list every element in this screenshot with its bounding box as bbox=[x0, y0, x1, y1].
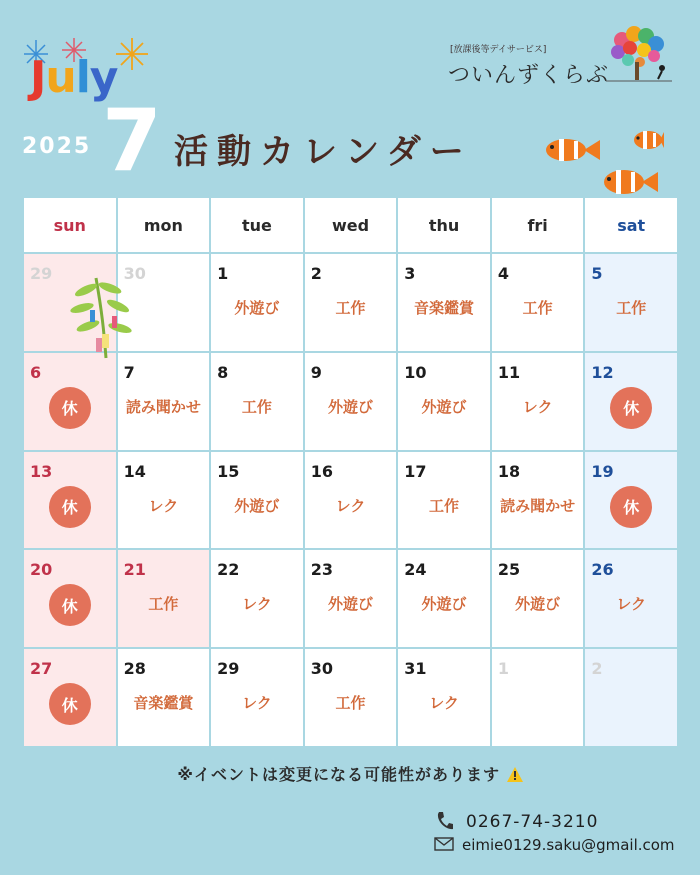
calendar-day-cell bbox=[585, 254, 677, 351]
day-number: 20 bbox=[30, 560, 53, 580]
activity-label: 工作 bbox=[335, 694, 366, 713]
day-number: 27 bbox=[30, 659, 53, 679]
calendar-day-cell bbox=[305, 649, 397, 746]
day-number: 31 bbox=[404, 659, 427, 679]
clownfish-icon bbox=[544, 126, 664, 200]
activity-label: 外遊び bbox=[327, 397, 373, 416]
day-number: 2 bbox=[591, 659, 603, 679]
activity-label: レク bbox=[616, 595, 647, 614]
month-word-letter: y bbox=[89, 52, 118, 103]
calendar-day-cell bbox=[492, 353, 584, 450]
notice-text bbox=[0, 762, 700, 785]
month-word-letter: J bbox=[30, 52, 46, 103]
weekday-header-wed: wed bbox=[305, 198, 397, 252]
day-number: 16 bbox=[310, 461, 333, 481]
day-number: 29 bbox=[217, 659, 240, 679]
org-subtitle: [放課後等デイサービス] bbox=[450, 45, 547, 55]
day-number: 15 bbox=[217, 461, 240, 481]
day-number: 23 bbox=[310, 560, 333, 580]
activity-label: 工作 bbox=[241, 397, 272, 416]
day-number: 29 bbox=[30, 264, 53, 283]
phone-number[interactable]: 0267-74-3210 bbox=[466, 812, 599, 832]
calendar-day-cell bbox=[492, 550, 584, 647]
activity-label: 工作 bbox=[616, 299, 647, 317]
org-name: ついんずくらぶ bbox=[448, 63, 610, 88]
calendar-day-cell bbox=[398, 550, 490, 647]
activity-label: 読み聞かせ bbox=[125, 397, 201, 416]
day-number: 7 bbox=[123, 362, 135, 382]
month-word-letter: l bbox=[75, 52, 90, 103]
weekday-header-thu: thu bbox=[398, 198, 490, 252]
day-number: 9 bbox=[310, 362, 322, 382]
closed-day-badge: 休 bbox=[610, 387, 652, 429]
activity-label: 工作 bbox=[335, 299, 366, 317]
day-number: 12 bbox=[591, 362, 614, 382]
notice-label: ※イベントは変更になる可能性があります bbox=[177, 765, 500, 784]
weekday-header-sat: sat bbox=[585, 198, 677, 252]
calendar-day-cell bbox=[24, 452, 116, 549]
calendar-day-cell bbox=[585, 649, 677, 746]
calendar-day-cell bbox=[305, 550, 397, 647]
calendar-day-cell bbox=[118, 452, 210, 549]
calendar-day-cell bbox=[305, 353, 397, 450]
calendar-day-cell bbox=[398, 649, 490, 746]
day-number: 3 bbox=[404, 264, 416, 283]
heart-tree-logo-icon bbox=[604, 24, 674, 86]
day-number: 25 bbox=[497, 560, 521, 580]
calendar-day-cell bbox=[24, 353, 116, 450]
activity-label: レク bbox=[522, 397, 553, 416]
warning-icon bbox=[507, 767, 523, 782]
calendar-day-cell bbox=[24, 649, 116, 746]
weekday-header-fri: fri bbox=[492, 198, 584, 252]
day-number: 19 bbox=[591, 461, 614, 481]
calendar-day-cell bbox=[585, 452, 677, 549]
calendar-day-cell bbox=[398, 254, 490, 351]
activity-label: 外遊び bbox=[421, 595, 467, 614]
calendar-day-cell bbox=[305, 452, 397, 549]
closed-day-badge: 休 bbox=[49, 584, 91, 626]
calendar-day-cell bbox=[211, 353, 303, 450]
calendar-day-cell bbox=[585, 550, 677, 647]
activity-label: 工作 bbox=[148, 595, 179, 614]
activity-label: レク bbox=[429, 694, 459, 713]
day-number: 1 bbox=[217, 264, 229, 283]
closed-day-badge: 休 bbox=[49, 486, 91, 528]
calendar-day-cell bbox=[492, 649, 584, 746]
day-number: 6 bbox=[30, 362, 42, 382]
calendar-day-cell bbox=[585, 353, 677, 450]
weekday-header-tue: tue bbox=[211, 198, 303, 252]
day-number: 30 bbox=[123, 264, 146, 283]
calendar-day-cell bbox=[118, 649, 210, 746]
day-number: 18 bbox=[497, 461, 521, 481]
month-number: 7 bbox=[102, 91, 162, 191]
calendar-day-cell bbox=[211, 254, 303, 351]
calendar-day-cell bbox=[211, 550, 303, 647]
activity-label: 外遊び bbox=[234, 496, 280, 515]
calendar-day-cell bbox=[492, 452, 584, 549]
activity-label: 外遊び bbox=[234, 299, 280, 317]
day-number: 1 bbox=[497, 659, 509, 679]
day-number: 2 bbox=[310, 264, 322, 283]
activity-label: レク bbox=[335, 496, 366, 515]
closed-day-badge: 休 bbox=[610, 486, 652, 528]
phone-icon bbox=[436, 811, 454, 831]
activity-label: レク bbox=[148, 496, 179, 515]
calendar-day-cell bbox=[118, 550, 210, 647]
tanabata-bamboo-icon bbox=[66, 272, 142, 360]
day-number: 14 bbox=[123, 461, 146, 481]
activity-label: 工作 bbox=[522, 299, 553, 317]
activity-label: 外遊び bbox=[327, 595, 373, 614]
month-word-letter: u bbox=[45, 52, 76, 103]
day-number: 8 bbox=[217, 362, 229, 382]
activity-label: 外遊び bbox=[421, 397, 467, 416]
day-number: 28 bbox=[123, 659, 146, 679]
calendar-day-cell bbox=[24, 550, 116, 647]
day-number: 30 bbox=[310, 659, 333, 679]
activity-label: 音楽鑑賞 bbox=[133, 694, 194, 713]
weekday-header-sun: sun bbox=[24, 198, 116, 252]
email-address[interactable]: eimie0129.saku@gmail.com bbox=[462, 836, 675, 854]
activity-label: レク bbox=[242, 694, 272, 713]
mail-icon bbox=[434, 837, 454, 851]
calendar-day-cell bbox=[211, 452, 303, 549]
calendar-day-cell bbox=[398, 452, 490, 549]
activity-label: 外遊び bbox=[515, 595, 561, 614]
calendar-day-cell bbox=[305, 254, 397, 351]
day-number: 17 bbox=[404, 461, 427, 481]
activity-label: レク bbox=[242, 595, 272, 614]
day-number: 11 bbox=[497, 362, 521, 382]
calendar-day-cell bbox=[492, 254, 584, 351]
closed-day-badge: 休 bbox=[49, 683, 91, 725]
day-number: 13 bbox=[30, 461, 53, 481]
day-number: 21 bbox=[123, 560, 146, 580]
calendar-day-cell bbox=[398, 353, 490, 450]
activity-label: 音楽鑑賞 bbox=[414, 299, 475, 317]
page-title: 活動カレンダー bbox=[174, 132, 473, 172]
activity-label: 工作 bbox=[429, 496, 460, 515]
day-number: 10 bbox=[404, 362, 427, 382]
day-number: 24 bbox=[404, 560, 427, 580]
closed-day-badge: 休 bbox=[49, 387, 91, 429]
year-label: 2025 bbox=[22, 134, 92, 159]
activity-label: 読み聞かせ bbox=[500, 496, 576, 515]
weekday-header-mon: mon bbox=[118, 198, 210, 252]
calendar-day-cell bbox=[211, 649, 303, 746]
day-number: 26 bbox=[591, 560, 614, 580]
day-number: 5 bbox=[591, 264, 603, 283]
day-number: 22 bbox=[217, 560, 240, 580]
day-number: 4 bbox=[497, 264, 509, 283]
calendar-day-cell bbox=[118, 353, 210, 450]
